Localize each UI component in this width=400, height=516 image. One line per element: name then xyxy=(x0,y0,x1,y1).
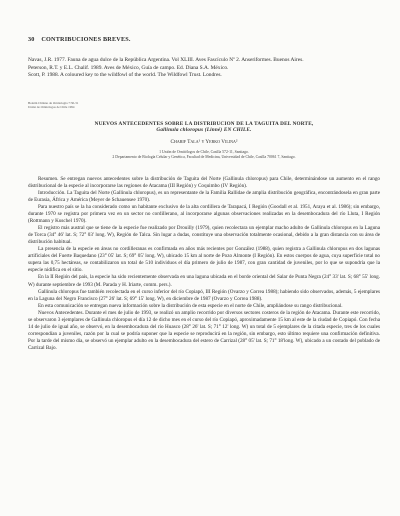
section-title: CONTRIBUCIONES BREVES. xyxy=(41,36,131,43)
affiliation-1: 1 Unión de Ornitólogos de Chile, Casilla 572-11, Santiago. xyxy=(159,149,249,154)
article-affiliations xyxy=(28,150,380,160)
running-head xyxy=(28,36,380,43)
journal-page xyxy=(28,36,380,352)
reference-item: Navas, J.R. 1977. Fauna de agua dulce de la República Argentina. Vol XLIII. Aves Fascículo Nº 2. Anseriformes. Buenos Aires. xyxy=(28,57,304,63)
page-number: 30 xyxy=(28,36,35,43)
paragraph: Gallinula chloropus fue también recolectada en el curso inferior del río Copiapó, III Región (Ovarzo y Correa 1988); habiendo sido observados, además, 5 ejemplares en la Laguna del Negro Francisco (27° 26' lat. S; 69° 15' long. W), en diciembre de 1987 (Ovarzo y Correa 1988). xyxy=(28,288,380,302)
article-title-line1: NUEVOS ANTECEDENTES SOBRE LA DISTRIBUCION DE LA TAGUITA DEL NORTE, xyxy=(94,121,314,127)
paragraph: El registro más austral que se tiene de la especie fue realizado por Drouilly (1979), quien recolectara un ejemplar macho adulto de Gallinula chloropus en la Laguna de Torca (34° 46' lat. S; 72° 03' long. W), Región de Talca. Sin lugar a dudas, constituye una observación totalmente ocasional, debido a la gran distancia con su área de distribución habitual. xyxy=(28,225,380,246)
article-body xyxy=(28,176,380,352)
article-title-line2: Gallinula chloropus (Linné) EN CHILE. xyxy=(156,127,252,134)
paragraph: Para nuestro país se la ha considerado como un habitante exclusivo de la alta cordillera de Tarapacá, I Región (Goodall et al. 1951, Araya et al. 1986); sin embargo, durante 1970 se registra por primera vez en un sector no cordillerano, al incorporarse algunas observaciones realizadas en la desembocadura del río Lluta, I Región (Rottmann y Kuschel 1970). xyxy=(28,204,380,225)
affiliation-2: 2 Departamento de Biología Celular y Genética, Facultad de Medicina, Universidad de Chile, Casilla 70061 7, Santiago. xyxy=(112,154,296,159)
references-list xyxy=(28,57,380,79)
journal-note xyxy=(28,101,380,109)
article-authors: Charif Tala¹ y Yerko Vilina² xyxy=(170,138,238,145)
paragraph: Introducción. La Taguita del Norte (Gallinula chloropus), es un representante de la Familia Rallidae de amplia distribución geográfica, encontrándosela en gran parte de Eurasia, África y América (Meyer de Schauensee 1970). xyxy=(28,189,380,203)
paragraph: Nuevos Antecedentes. Durante el mes de julio de 1993, se realizó un amplio recorrido por diversos sectores costeros de la región de Atacama. Durante este recorrido, se observaron 3 ejemplares de Gallinula chloropus el día 12 de dicho mes en el curso del río Copiapó, aproximadamente 15 km al este de la ciudad de Copiapó. Con fecha 14 de julio de igual año, se observó, en la desembocadura del río Huasco (28° 26' lat. S; 71° 12' long. W) un total de 5 ejemplares de la citada especie, tres de los cuales correspondían a juveniles, razón por la cual se podría suponer que la especie se reproducirá en la región, sin embargo, esto último requiere una confirmación definitiva. Por la tarde del mismo día, se observó un ejemplar adulto en la desembocadura del estero de Carrizal (28° 05' lat. S; 71° 18'long. W), ubicado a un costado del poblado de Carrizal Bajo. xyxy=(28,309,380,351)
article-title xyxy=(28,121,380,134)
paragraph: En esta comunicación se entregan nueva información sobre la distribución de esta especie en el norte de Chile, ampliándose su rango distribucional. xyxy=(38,302,343,309)
paragraph: Resumen. Se entregan nuevos antecedentes sobre la distribución de Taguita del Norte (Gallinula chloropus) para Chile, determinándose un aumento en el rango distribucional de la especie al incorporarse las regiones de Atacama (III Región) y Coquimbo (IV Región). xyxy=(28,175,380,189)
paragraph: En la II Región del país, la especie ha sido recientemente observada en una laguna ubicada en el borde oriental del Salar de Punta Negra (24° 33' lat. S; 68° 55' long. W) durante septiembre de 1993 (M. Parada y H. Iriarte, comm. pers.). xyxy=(28,274,380,288)
journal-note-line: Unión de Ornitólogos de Chile 1994 xyxy=(28,105,75,109)
journal-note-line: Boletín Chileno de Ornitología 7:30-31 xyxy=(28,101,79,105)
reference-item: Scott, P. 1988. A coloured key to the wildfowl of the world. The Wildfowl Trust. Londres. xyxy=(28,72,222,78)
reference-item: Peterson, R.T. y E.L. Chalif. 1989. Aves de México, Guía de campo. Ed. Diana S.A. México. xyxy=(28,64,229,71)
paragraph: La presencia de la especie en áreas no cordilleranas es confirmada en años más recientes por González (1988), quien registra a Gallinula chloropus en dos lagunas artificiales del Fuerte Baquedano (23° 05' lat. S; 69° 05' long. W), ubicado 15 km al norte de Pozo Almonte (I Región). En estos cuerpos de agua, cuya superficie total no supera las 0,75 hectáreas, se contabilizaron un total de 510 individuos el día primero de julio de 1987, con gran cantidad de juveniles, por lo que se supondría que la especie nidifica en el sitio. xyxy=(28,246,380,274)
